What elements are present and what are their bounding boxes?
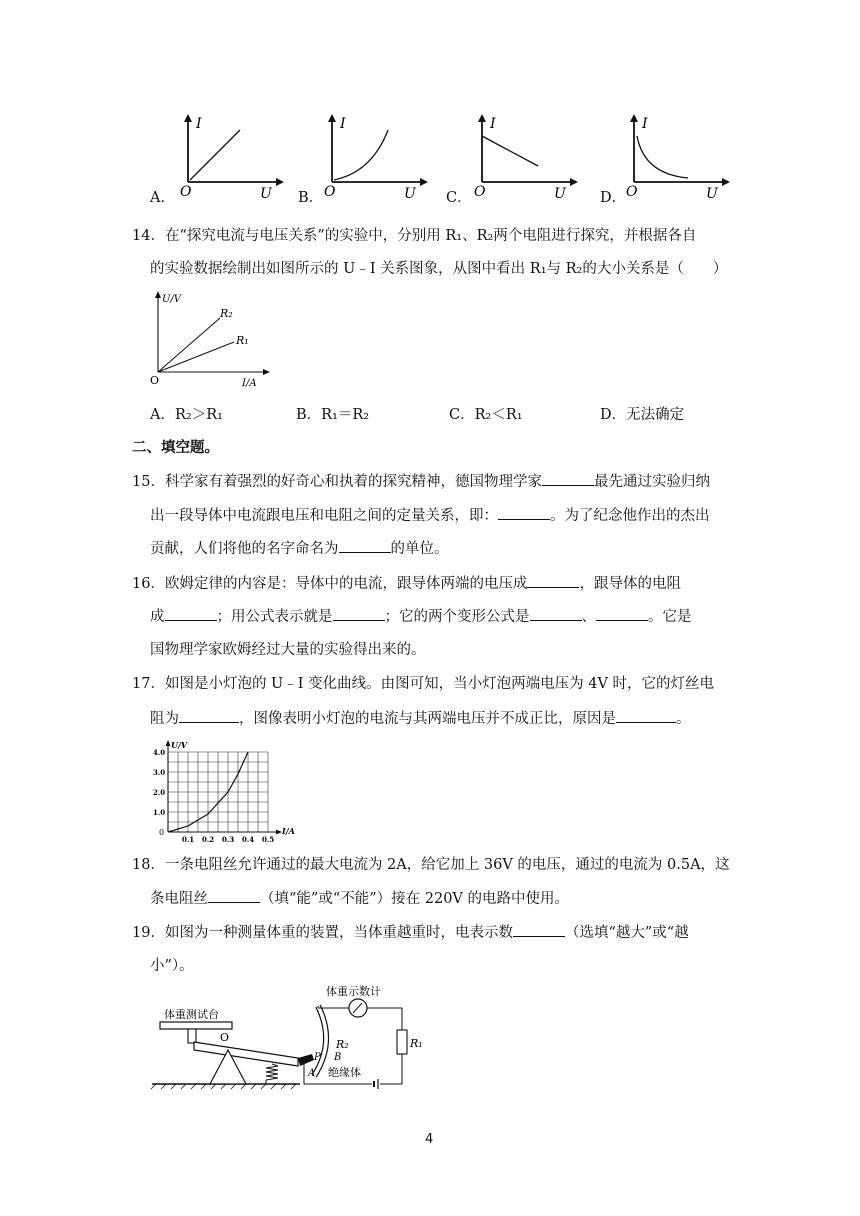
q18-line-1: 18．一条电阻丝允许通过的最大电流为 2A，给它加上 36V 的电压，通过的电流为 0.5A，这 [132, 857, 730, 873]
svg-text:U: U [260, 186, 272, 202]
q14-option-a: A．R₂＞R₁ [150, 407, 223, 423]
y-tick-label: 4.0 [153, 748, 166, 757]
r2-label: R₂ [336, 1038, 349, 1051]
p-label: P [314, 1052, 321, 1063]
q18-line-2: 条电阻丝 （填“能”或“不能”）接在 220V 的电路中使用。 [150, 888, 569, 909]
q17-line-1: 17．如图是小灯泡的 U﹣I 变化曲线。由图可知，当小灯泡两端电压为 4V 时，它的灯丝电 [132, 676, 715, 692]
q16-line-2: 成 ；用公式表示就是 ；它的两个变形公式是 、 。它是 [150, 606, 692, 627]
q16-blank-5[interactable] [596, 606, 648, 621]
q13-option-c-label: C． [446, 190, 472, 206]
pivot-label: O [220, 1031, 230, 1044]
svg-text:I: I [196, 116, 202, 132]
q14-graph-r2: R₂ [220, 307, 233, 320]
q17-ui-chart [140, 740, 295, 844]
q13-graph-a [178, 112, 288, 202]
chart-axes [166, 740, 283, 835]
b-label: B [334, 1052, 342, 1063]
q15-line-3: 贡献，人们将他的名字命名为 的单位。 [150, 538, 449, 559]
q13-graph-c [472, 112, 582, 202]
x-tick-label: 0.5 [262, 835, 275, 844]
svg-text:U: U [554, 186, 566, 202]
q15-line-2: 出一段导体中电流跟电压和电阻之间的定量关系，即： 。为了纪念他作出的杰出 [150, 505, 710, 526]
q19-weight-scale-diagram [148, 984, 438, 1096]
q15-blank-2[interactable] [498, 505, 550, 520]
q18-blank-1[interactable] [208, 888, 260, 903]
meter-label: 体重示数计 [326, 985, 381, 998]
x-tick-label: 0.1 [182, 835, 195, 844]
q14-graph-xlabel: I/A [242, 378, 257, 389]
q13-graph-b [322, 112, 432, 202]
chart-xlabel: I/A [282, 826, 295, 836]
q14-graph-ylabel: U/V [162, 294, 182, 305]
platform-label: 体重测试台 [164, 1008, 219, 1021]
q15-blank-1[interactable] [542, 471, 594, 486]
chart-ylabel: U/V [171, 740, 188, 750]
q13-option-b-label: B． [298, 190, 324, 206]
q15-line-1: 15．科学家有着强烈的好奇心和执着的探究精神，德国物理学家 最先通过实验归纳 [132, 471, 710, 492]
svg-text:U: U [404, 186, 416, 202]
q13-options [150, 112, 730, 206]
chart-ticks [153, 748, 274, 844]
q13-option-a-label: A． [150, 190, 175, 206]
q14-option-c: C．R₂＜R₁ [449, 407, 523, 423]
q13-graph-d [624, 112, 734, 202]
svg-text:I: I [340, 116, 346, 132]
q15-blank-3[interactable] [339, 538, 391, 553]
y-tick-label: 2.0 [153, 788, 166, 797]
q14-line-2: 的实验数据绘制出如图所示的 U﹣I 关系图象，从图中看出 R₁与 R₂的大小关系是（ ） [150, 261, 728, 277]
svg-text:O: O [626, 184, 638, 200]
svg-text:I: I [490, 116, 496, 132]
q19-line-2: 小”）。 [150, 958, 194, 974]
x-tick-label: 0.2 [202, 835, 215, 844]
insulator-label: 绝缘体 [328, 1066, 361, 1079]
x-tick-label: 0.4 [242, 835, 255, 844]
y-tick-label: 3.0 [153, 768, 166, 777]
svg-text:O: O [474, 184, 486, 200]
q14-graph-origin: O [150, 374, 160, 387]
q16-line-1: 16．欧姆定律的内容是：导体中的电流，跟导体两端的电压成 ，跟导体的电阻 [132, 573, 681, 594]
q13-option-d-label: D． [600, 190, 627, 206]
q14-ui-graph [146, 288, 276, 392]
chart-origin: 0 [159, 828, 165, 837]
r1-label: R₁ [410, 1037, 423, 1050]
q14-graph-r1: R₁ [236, 334, 249, 347]
y-tick-label: 1.0 [153, 808, 166, 817]
q14-option-b: B．R₁＝R₂ [296, 407, 370, 423]
q17-line-2: 阻为 ，图像表明小灯泡的电流与其两端电压并不成正比，原因是 。 [150, 708, 691, 729]
q17-blank-1[interactable] [179, 708, 239, 723]
q19-line-1: 19．如图为一种测量体重的装置，当体重越重时，电表示数 （选填“越大”或“越 [132, 922, 689, 943]
y-axis-arrow [166, 740, 171, 746]
svg-text:U: U [706, 186, 718, 202]
svg-text:I: I [642, 116, 648, 132]
q16-blank-2[interactable] [165, 606, 217, 621]
svg-text:O: O [324, 184, 336, 200]
q16-blank-4[interactable] [530, 606, 582, 621]
section-title: 二、填空题。 [132, 439, 219, 456]
q19-blank-1[interactable] [513, 922, 565, 937]
x-tick-label: 0.3 [222, 835, 235, 844]
q16-blank-1[interactable] [527, 573, 579, 588]
q16-line-3: 国物理学家欧姆经过大量的实验得出来的。 [150, 642, 426, 658]
svg-text:O: O [180, 184, 192, 200]
a-label: A [308, 1068, 316, 1079]
chart-grid [168, 752, 268, 832]
q14-option-d: D．无法确定 [600, 407, 685, 423]
q16-blank-3[interactable] [333, 606, 385, 621]
q17-blank-2[interactable] [616, 708, 676, 723]
page-number: 4 [425, 1132, 434, 1147]
q14-line-1: 14．在“探究电流与电压关系”的实验中，分别用 R₁、R₂两个电阻进行探究，并根据各自 [132, 228, 697, 244]
